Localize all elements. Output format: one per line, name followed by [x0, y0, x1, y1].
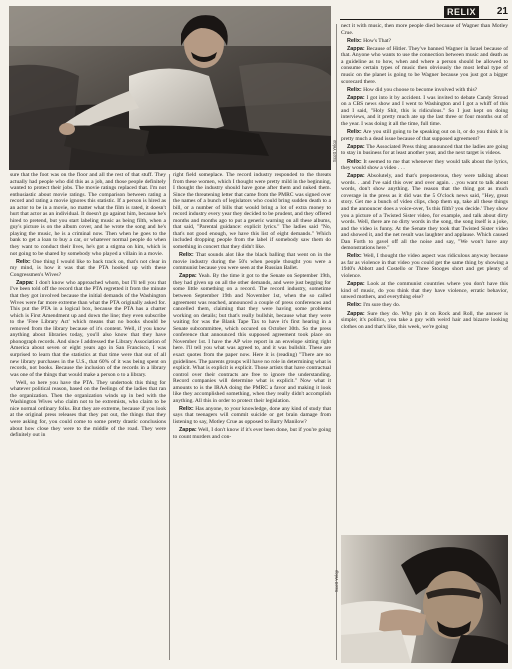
paragraph	[173, 252, 331, 272]
photo-top-image	[9, 6, 331, 170]
paragraph-text: I don't know who approached whom, but I'll tell you that I've been told off the record that the PTA regretted it from the minute that they got involved because the initial demands of the Washington Wives were far more extreme than what the PTA originally asked for. This put the PTA in a logical box, because the PTA has a charter which is First Amendment up and down the line; they even subscribe to the 'Free Library Act' which means that no books should be removed from the library because of it's content. Well, if you know anything about libraries today, you'll also know that they have phonograph records. And since I addressed the Library Association of America about seven or eight years ago in San Francisco, I was surprised to learn that the statistics at that time were that out of all new library purchases in the U.S., that 60% of it was being spent on records, not books. Because the inclusion of the records in a library was one of the things that would make a person o to a library.	[10, 279, 166, 378]
speaker-label: Zappa:	[347, 94, 365, 101]
paragraph-text: It seemed to me that whenever they would talk about the lyrics, they would show a video . . .	[341, 158, 508, 172]
column-divider	[336, 24, 337, 660]
paragraph	[341, 38, 508, 45]
paragraph	[341, 302, 508, 309]
paragraph-text: How did you choose to become involved with this?	[363, 86, 478, 93]
paragraph	[341, 129, 508, 142]
paragraph-text: Well, I thought the video aspect was ridiculous anyway because as far as violence in that video you could get the same thing by showing a 1940's Abbott and Costello or Three Stooges short and get plenty of violence.	[341, 253, 508, 280]
paragraph	[10, 280, 166, 378]
paragraph	[10, 172, 166, 257]
speaker-label: Relix:	[16, 258, 31, 265]
speaker-label: Zappa:	[16, 279, 34, 286]
paragraph-text: Look at the communist countries where you don't have this kind of music, do you think that they have violence, erratic behavior, unwed mothers, and everything else?	[341, 281, 508, 301]
speaker-label: Relix:	[179, 252, 194, 259]
speaker-label: Relix:	[347, 37, 362, 44]
photo-bottom	[341, 535, 508, 663]
paragraph	[341, 173, 508, 252]
paragraph	[341, 95, 508, 128]
paragraph	[341, 46, 508, 85]
speaker-label: Zappa:	[347, 281, 365, 288]
paragraph-text: sure that the foot was on the floor and all the rest of that stuff. They actually had people who did this as a job, and those people definitely wanted to protect their jobs. The movie ratings replaced that. I'm not enthusiastic about movie ratings. The comparison between rating a record and rating a movie ignores this statistic. If a person is hired as an actor to be in a movie, no matter what the film is rated, it doesn't hurt that actor as an individual. It doesn't go against him, because he's hired to pretend, but you start labeling music as being filth, when a guy's picture is on the album cover, and he wrote the song and he's playing the music, he is a criminal now. Then when he goes to the bank to get a loan to buy a car, or whatever normal people do when they want to conduct their lives, he's got a stigma on him, which is not going to be shared by somebody who played a villain in a movie.	[10, 172, 166, 257]
photo-credit-bottom: Scott Yelcp	[334, 570, 339, 593]
speaker-label: Relix:	[347, 302, 362, 309]
speaker-label: Zappa:	[179, 427, 197, 434]
text-column-2	[173, 172, 331, 662]
paragraph	[341, 159, 508, 172]
paragraph-text: Absolutely, and that's preposterous, they were talking about words. . .and I've said this over and over again. . .you want to talk about words, don't show anything. The reason that the thing got as much coverage in the press as it did was the 5 O'clock news said, "Hey, great story. Get me a bunch of video clips, chop them up, take all these things and the announcer does a voice-over, 'Is this filth? you decide.' They show you a picture of a Twisted Sister video, for example, and talk about dirty words. Well, there are no dirty words in the song, the song itself is a joke, and the video is funny. At the Senate they took that Twisted Sister video and showed it, and the net result was laughter and applause. Which caused Dan Forth to gavel off all the noise and say, "We won't have any demonstrations here."	[341, 173, 508, 252]
paragraph-text: Are you still going to be speaking out on it, or do you think it is pretty much a dead issue because of that supposed agreement?	[341, 129, 508, 142]
paragraph-text: right field someplace. The record industry responded to the threats from these women, which I thought were pretty mild in the beginning, I thought the industry should have gone after them and nuked them. Since the threatening letter that came from the PMRC was signed over the names of a bunch of legislators who could bring sudden death to a bill, or a number of bills that would bring a lot of extra money to record industry every year they decided to be prudent, and they offered months and months ago to put a generic warning on all these albums, that said, "Parental guidance: explicit lyrics." The ladies said "No, that's not good enough, we have this list of eight demands." Which included dropping people from the label if somebody saw them do something in concert that they didn't like.	[173, 172, 331, 251]
speaker-label: Relix:	[347, 86, 362, 93]
paragraph	[341, 281, 508, 301]
paragraph-text: Yeah. By the time it got to the Senate on September 19th, they had given up on all the other demands, and were just begging for some little something on a record. The record industry, sometime between September 19th and November 1st, when the so called agreement was reached, announced a couple of press conferences and cancelled them, claiming that they were having some problems working on details; but that's really bullshit, because what they were waiting for was the Blank Tape Tax to have it's first hearing in a Senate subcommittee, which occured on October 30th. So the press conference that announced this supposed agreement took place on November 1st. I have the AP wire report in an envelope sitting right here. I'll tell you what was agreed to, and it was bullshit. These are exact quotes from the paper now. Here it is (reading) "There are no guidelines. The parents groups will have no role in determining what is explicit. What is explicit is explicit. Those artists that have contractual control over their contracts are free to ignore the understanding. Record companies will determine what is explicit." Now what it amounts to is the IRAA doing the PMRC a favor and making it look like they accomplished something, when they really didn't accomplish anything. All this in order to protect their legislation.	[173, 273, 331, 404]
paragraph	[173, 172, 331, 251]
paragraph	[341, 253, 508, 279]
speaker-label: Relix:	[347, 129, 362, 136]
magazine-name: RELIX	[444, 6, 479, 18]
page-number: 21	[496, 6, 508, 17]
paragraph-text: How's That?	[363, 37, 391, 44]
text-column-1	[10, 172, 166, 662]
text-column-3	[341, 23, 508, 531]
paragraph	[341, 144, 508, 157]
paragraph-text: The Associated Press thing announced that the ladies are going to stay in business for at least another year, and the next target is videos.	[341, 143, 508, 157]
paragraph-text: One thing I would like to back track on, that's not clear in my mind, is how it was that the PTA hooked up with these Congressmen's Wives?	[10, 258, 166, 278]
paragraph	[173, 273, 331, 404]
photo-bottom-image	[341, 535, 508, 663]
paragraph-text: I got into it by accident. I was invited to debate Candy Stroud on a CBS news show and I went to Washington and I got a whiff of this and I said, "Holy Shit, this is ridiculous." So I just kept on doing interviews, and it pretty much ate up the last three or four months out of the year. I was doing it all the time, full time.	[341, 94, 508, 128]
paragraph-text: Well, so here you have the PTA. They undertook this thing for whatever political reason, based on the feelings of the ladies that ran the organization. Then the organization winds up in bed with the Washington Wives who claim not to be extremists, who claim to be nice normal ordinary folks. But they are extreme, because if you look at the original press releases that they put out, the things that they were asking for, you could come to some pretty drastic conclusions about how close they were to the middle of the road. They were definitely out in	[10, 379, 166, 439]
page-header	[340, 6, 508, 20]
speaker-label: Zappa:	[179, 273, 197, 280]
paragraph-text: Because of Hitler. They've banned Wagner in Israel because of that. Anyone who wants to use the connection between music and death as a guideline as to how, when and where a person should be allowed to consume certain types of music then obviously the most lethal type of music on the planet is going to be Wagner because you just got a bigger scorecard there.	[341, 45, 508, 85]
paragraph	[10, 380, 166, 439]
photo-credit-top: Scott Yelcp	[332, 140, 337, 163]
speaker-label: Relix:	[179, 405, 194, 412]
paragraph-text: Has anyone, to your knowledge, done any kind of study that says that teenagers will commit suicide or get brain damage from listening to say, Motley Crue as opposed to Barry Manilow?	[173, 405, 331, 426]
speaker-label: Zappa:	[347, 310, 365, 317]
speaker-label: Relix:	[347, 158, 362, 165]
paragraph	[341, 87, 508, 94]
paragraph	[173, 427, 331, 440]
paragraph-text: nect it with music, then more people died because of Wagner than Motley Crue.	[341, 23, 508, 36]
paragraph	[341, 23, 508, 36]
speaker-label: Zappa:	[347, 143, 365, 150]
paragraph-text: Sure they do. Why pin it on Rock and Roll, the answer is simple; it's politics, you take a guy with weird hair and bizarre looking clothes on and that's like, this week, we're going	[341, 310, 508, 330]
paragraph-text: Well, I don't know if it's ever been done, but if you're going to count murders and con-	[173, 427, 331, 440]
speaker-label: Zappa:	[347, 173, 365, 180]
speaker-label: Relix:	[347, 253, 362, 260]
paragraph-text: I'm sure they do.	[363, 302, 401, 309]
paragraph	[10, 259, 166, 279]
column-divider	[169, 174, 170, 660]
paragraph-text: That sounds alot like the black balling that went on in the movie industry during the 50's when people thought you were a communist because you were seen at the Russian Ballet.	[173, 252, 331, 272]
speaker-label: Zappa:	[347, 45, 365, 52]
paragraph	[173, 406, 331, 426]
photo-top	[9, 6, 331, 170]
paragraph	[341, 311, 508, 331]
